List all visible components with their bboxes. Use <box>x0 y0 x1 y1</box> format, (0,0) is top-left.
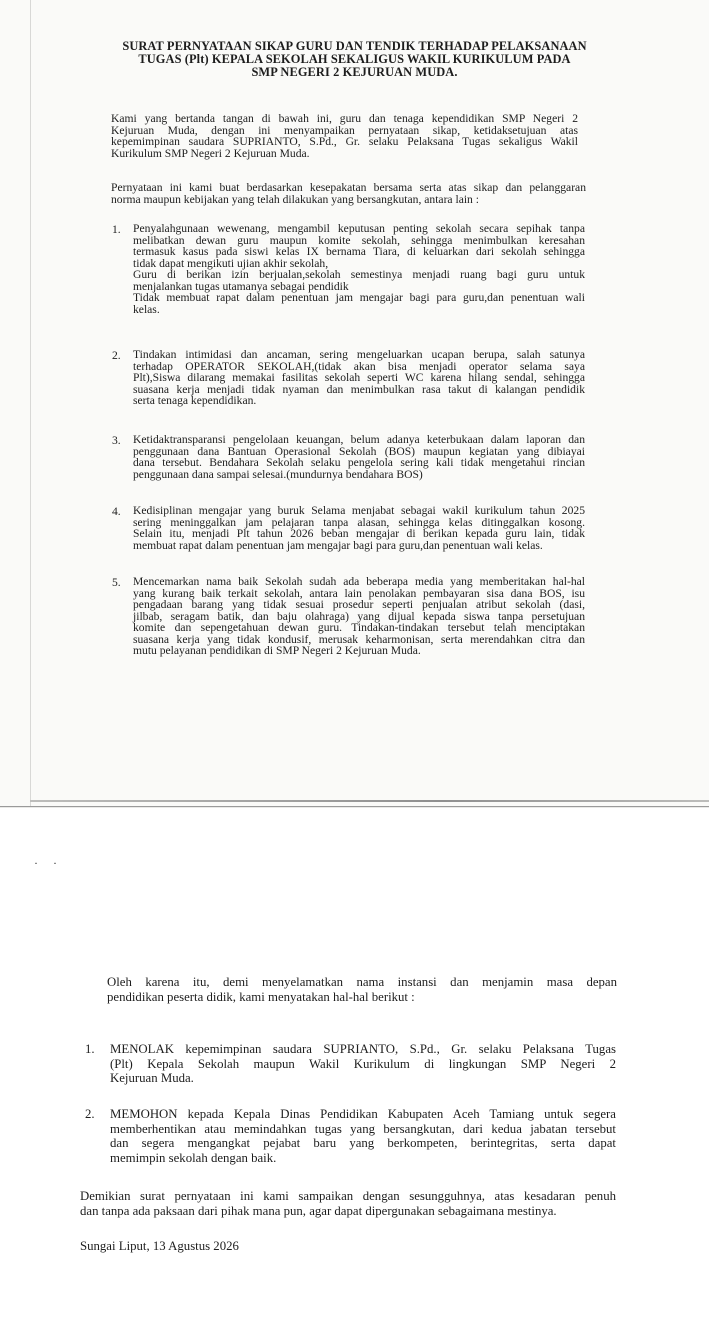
text-line: menjalankan tugas utamanya sebagai pendidik <box>133 279 349 293</box>
text-line: suasana kerja menjadi tidak nyaman dan menimbulkan rasa takut di kalangan pendidik <box>133 382 585 396</box>
text-line: penggunaan dana sampai selesai.(mundurnya bendahara BOS) <box>133 467 423 481</box>
text-line: penggunaan dana Bantuan Operasional Sekolah (BOS) maupun kegiatan yang dibiayai <box>133 444 585 458</box>
demand-item <box>110 1107 616 1165</box>
text-line: membuat rapat dalam penentuan jam mengajar bagi para guru,dan penentuan wali kelas. <box>133 538 543 552</box>
intro-paragraph <box>111 113 578 159</box>
title-line: TUGAS (Plt) KEPALA SEKOLAH SEKALIGUS WAKIL KURIKULUM PADA <box>138 52 571 66</box>
text-line: Kejuruan Muda, dengan ini menyampaikan pernyataan sikap, ketidaksetujuan atas <box>111 123 578 137</box>
document-page-2 <box>0 808 709 1331</box>
text-line: mutu pelayanan pendidikan di SMP Negeri 2 Kejuruan Muda. <box>133 644 421 657</box>
text-line: Penyalahgunaan wewenang, mengambil keputusan penting sekolah secara sepihak tanpa <box>133 222 585 235</box>
list-number: 5. <box>112 576 121 589</box>
text-line: kelas. <box>133 302 160 316</box>
text-line: pendidikan peserta didik, kami menyatakan hal-hal berikut : <box>107 989 415 1004</box>
basis-paragraph <box>111 182 586 205</box>
text-line: serta tenaga kependidikan. <box>133 394 257 407</box>
list-item <box>133 505 585 551</box>
text-line: norma maupun kebijakan yang telah dilakukan yang bersangkutan, antara lain : <box>111 192 479 206</box>
list-number: 1. <box>112 223 121 236</box>
text-line: Kurikulum SMP Negeri 2 Kejuruan Muda. <box>111 146 310 160</box>
stray-marks: · · <box>34 856 63 870</box>
opening-paragraph <box>107 975 617 1004</box>
list-number: 2. <box>112 349 121 362</box>
list-number: 3. <box>112 434 121 447</box>
text-line: komite dan sepengetahuan dewan guru. Tindakan-tindakan tersebut telah menciptakan <box>133 621 585 634</box>
demand-item <box>110 1042 616 1086</box>
text-line: Tidak membuat rapat dalam penentuan jam mengajar bagi para guru,dan penentuan wali <box>133 291 585 304</box>
text-line: suasana kerja yang tidak kondusif, merusak keharmonisan, serta merendahkan citra dan <box>133 632 585 646</box>
text-line: dan tanpa ada paksaan dari pihak mana pun, agar dapat dipergunakan sebagaimana mestinya. <box>80 1203 557 1218</box>
text-line: Mencemarkan nama baik Sekolah sudah ada beberapa media yang memberitakan hal-hal <box>133 575 585 588</box>
closing-paragraph <box>80 1189 616 1218</box>
text-line: melibatkan dewan guru maupun komite sekolah, sehingga menimbulkan keresahan <box>133 233 585 247</box>
page-bottom-edge <box>30 800 709 802</box>
text-line: kepemimpinan saudara SUPRIANTO, S.Pd., Gr. selaku Pelaksana Tugas sekaligus Wakil <box>111 135 578 148</box>
text-line: Selain itu, menjadi Plt tahun 2026 beban mengajar di berikan kepada guru lain, tidak <box>133 527 585 540</box>
list-item <box>133 223 585 315</box>
text-line: Ketidaktransparansi pengelolaan keuangan, belum adanya keterbukaan dalam laporan dan <box>133 433 585 446</box>
text-line: MENOLAK kepemimpinan saudara SUPRIANTO, S.Pd., Gr. selaku Pelaksana Tugas <box>110 1042 616 1056</box>
page-edge <box>30 0 31 806</box>
list-number: 2. <box>85 1107 95 1121</box>
text-line: terhadap OPERATOR SEKOLAH,(tidak akan bisa menjadi operator selama saya <box>133 359 585 373</box>
text-line: Plt),Siswa dilarang memakai fasilitas sekolah seperti WC karena hilang sendal, sehingga <box>133 371 585 384</box>
text-line: termasuk kasus pada siswi kelas IX bernama Tiara, di keluarkan dari sekolah sehingga <box>133 245 585 258</box>
text-line: Kedisiplinan mengajar yang buruk Selama menjabat sebagai wakil kurikulum tahun 2025 <box>133 504 585 517</box>
list-number: 1. <box>85 1042 95 1056</box>
list-item <box>133 349 585 407</box>
text-line: Kejuruan Muda. <box>110 1071 194 1085</box>
text-line: MEMOHON kepada Kepala Dinas Pendidikan Kabupaten Aceh Tamiang untuk segera <box>110 1107 616 1121</box>
text-line: memberhentikan atau memindahkan tugas yang bersangkutan, dari kedua jabatan tersebut <box>110 1121 616 1136</box>
text-line: Demikian surat pernyataan ini kami sampaikan dengan sesungguhnya, atas kesadaran penuh <box>80 1189 616 1203</box>
text-line: yang kurang baik terkait sekolah, antara lain penolakan pembayaran sisa dana BOS, isu <box>133 586 585 600</box>
text-line: dana tersebut. Bendahara Sekolah selaku pengelola sering kali tidak mengetahui rincian <box>133 456 585 469</box>
text-line: pengadaan barang yang tidak sesuai prosedur seperti penjualan atribut sekolah (dasi, <box>133 598 585 611</box>
text-line: Guru di berikan izin berjualan,sekolah semestinya menjadi ruang bagi guru untuk <box>133 268 585 281</box>
text-line: jilbab, seragam batik, dan baju olahraga) yang dijual kepada siswa tanpa persetujuan <box>133 609 585 623</box>
text-line: tidak dapat mengikuti ujian akhir sekolah, <box>133 256 329 270</box>
text-line: Kami yang bertanda tangan di bawah ini, guru dan tenaga kependidikan SMP Negeri 2 <box>111 112 578 125</box>
list-item <box>133 434 585 480</box>
list-item <box>133 576 585 657</box>
text-line: memimpin sekolah dengan baik. <box>110 1150 277 1165</box>
list-number: 4. <box>112 505 121 518</box>
text-line: dan segera mengangkat pejabat baru yang berkompeten, berintegritas, serta dapat <box>110 1136 616 1150</box>
text-line: Oleh karena itu, demi menyelamatkan nama instansi dan menjamin masa depan <box>107 975 617 989</box>
text-line: Tindakan intimidasi dan ancaman, sering mengeluarkan ucapan berupa, salah satunya <box>133 348 585 361</box>
text-line: (Plt) Kepala Sekolah maupun Wakil Kurikulum di lingkungan SMP Negeri 2 <box>110 1056 616 1071</box>
text-line: Pernyataan ini kami buat berdasarkan kesepakatan bersama serta atas sikap dan pelanggaran <box>111 181 586 194</box>
text-line: sering meninggalkan jam pelajaran tanpa alasan, sehingga kelas ditinggalkan kosong. <box>133 515 585 529</box>
title-line: SURAT PERNYATAAN SIKAP GURU DAN TENDIK TERHADAP PELAKSANAAN <box>122 39 587 53</box>
place-date: Sungai Liput, 13 Agustus 2026 <box>80 1239 239 1253</box>
title-line: SMP NEGERI 2 KEJURUAN MUDA. <box>251 65 458 79</box>
document-title <box>0 40 709 79</box>
